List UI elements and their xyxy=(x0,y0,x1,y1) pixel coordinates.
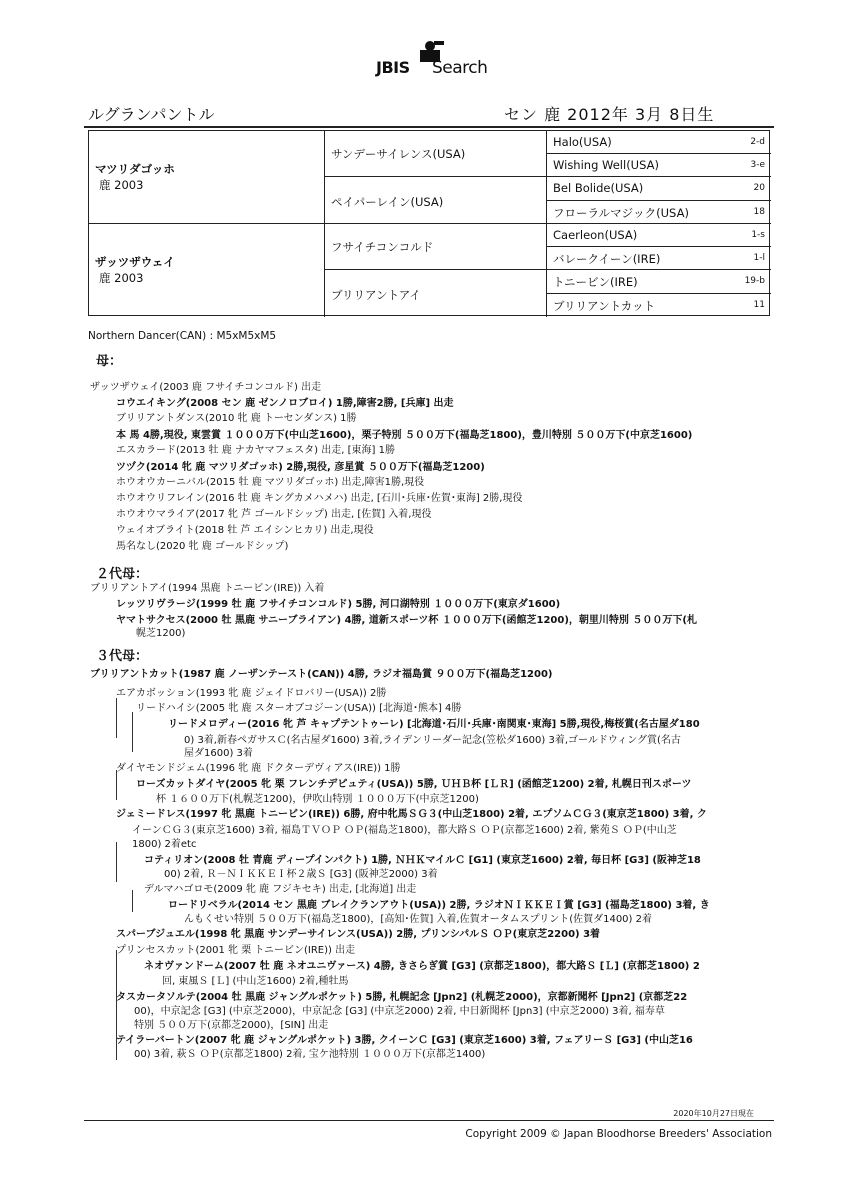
horse-info: セン 鹿 2012年 3月 8日生 xyxy=(504,105,715,124)
gen3-family-number: 18 xyxy=(753,207,765,217)
gen3-name: Wishing Well(USA) xyxy=(553,158,659,172)
record-line: ダイヤモンドジェム(1996 牝 鹿 ドクターデヴィアス(IRE)) 1勝 xyxy=(116,763,401,774)
record-line: プリンセスカット(2001 牝 栗 トニービン(IRE)) 出走 xyxy=(116,945,356,956)
record-line: 1800) 2着etc xyxy=(132,839,197,850)
gen2-name: フサイチコンコルド xyxy=(331,240,434,254)
record-line: 屋ダ1600) 3着 xyxy=(184,748,253,759)
pedigree-gen3-4 xyxy=(547,201,771,224)
record-line: 幌芝1200) xyxy=(136,628,186,639)
sire-name: マツリダゴッホ xyxy=(95,162,175,176)
record-line: ウェイオブライト(2018 牡 芦 エイシンヒカリ) 出走,現役 xyxy=(116,525,374,536)
record-line: ネオヴァンドーム(2007 牡 鹿 ネオユニヴァース) 4勝, きさらぎ賞 [G3] (京都芝1800)，都大路Ｓ [Ｌ] (京都芝1800) 2 xyxy=(144,961,700,972)
sire-detail: 鹿 2003 xyxy=(99,178,144,192)
record-line: ホウオウカーニバル(2015 牡 鹿 マツリダゴッホ) 出走,障害1勝,現役 xyxy=(116,477,425,488)
record-line: 特別 ５００万下(京都芝2000)，[SIN] 出走 xyxy=(134,1020,329,1031)
record-line: 杯 １６００万下(札幌芝1200)，伊吹山特別 １０００万下(中京芝1200) xyxy=(156,794,479,805)
gen3-name: トニービン(IRE) xyxy=(553,275,638,289)
record-line: タスカータソルテ(2004 牡 黒鹿 ジャングルポケット) 5勝, 札幌記念 [Jpn2] (札幌芝2000)，京都新聞杯 [Jpn2] (京都芝22 xyxy=(116,992,688,1003)
record-line: ブリリアントアイ(1994 黒鹿 トニービン(IRE)) 入着 xyxy=(90,583,325,594)
gen3-name: Caerleon(USA) xyxy=(553,228,638,242)
record-line: ザッツザウェイ(2003 鹿 フサイチコンコルド) 出走 xyxy=(90,382,322,393)
record-line: スパーブジュエル(1998 牝 黒鹿 サンデーサイレンス(USA)) 2勝, プリンシパルＳ ＯＰ(東京芝2200) 3着 xyxy=(116,929,601,940)
record-line: エアカボッション(1993 牝 鹿 ジェイドロバリー(USA)) 2勝 xyxy=(116,688,387,699)
indent-bar xyxy=(116,698,117,738)
record-line: コウエイキング(2008 セン 鹿 ゼンノロブロイ) 1勝,障害2勝, [兵庫] 出走 xyxy=(116,398,454,409)
record-line: レッツリヴラージ(1999 牡 鹿 フサイチコンコルド) 5勝, 河口湖特別 １０００万下(東京ダ1600) xyxy=(116,599,561,610)
pedigree-gen2-3 xyxy=(325,224,547,270)
dam-name: ザッツザウェイ xyxy=(95,255,175,269)
gen2-name: ペイパーレイン(USA) xyxy=(331,195,444,209)
section-second-dam: ２代母： xyxy=(96,567,149,582)
record-line: ヤマトサクセス(2000 牡 黒鹿 サニーブライアン) 4勝, 道新スポーツ杯 １０００万下(函館芝1200)，朝里川特別 ５００万下(札 xyxy=(116,615,697,626)
record-line: 回, 東風Ｓ [Ｌ] (中山芝1600) 2着,種牡馬 xyxy=(162,976,349,987)
record-line: ツヅク(2014 牝 鹿 マツリダゴッホ) 2勝,現役, 彦星賞 ５００万下(福島芝1200) xyxy=(116,462,485,473)
record-line: ジェミードレス(1997 牝 黒鹿 トニービン(IRE)) 6勝, 府中牝馬ＳＧ３(中山芝1800) 2着, エプソムＣＧ３(東京芝1800) 3着, ク xyxy=(116,809,707,820)
record-line: ブリリアントカット(1987 鹿 ノーザンテースト(CAN)) 4勝, ラジオ福島賞 ９００万下(福島芝1200) xyxy=(90,669,553,680)
pedigree-gen3-8 xyxy=(547,294,771,317)
footer-rule xyxy=(84,1120,774,1121)
pedigree-dam xyxy=(89,224,325,317)
section-third-dam: ３代母： xyxy=(96,649,149,664)
gen3-name: フローラルマジック(USA) xyxy=(553,206,689,220)
pedigree-sire xyxy=(89,131,325,224)
pedigree-gen3-6 xyxy=(547,247,771,270)
indent-bar xyxy=(116,842,117,882)
record-line: 00) 3着, 萩Ｓ ＯＰ(京都芝1800) 2着, 宝ケ池特別 １０００万下(京都芝1400) xyxy=(134,1049,486,1060)
horse-name: ルグランパントル xyxy=(88,105,215,124)
gen3-family-number: 20 xyxy=(753,183,765,193)
indent-bar xyxy=(132,890,133,912)
gen2-name: サンデーサイレンス(USA) xyxy=(331,147,466,161)
inbreeding-line: Northern Dancer(CAN) : M5xM5xM5 xyxy=(88,330,277,342)
gen2-name: ブリリアントアイ xyxy=(331,288,421,302)
pedigree-gen3-1 xyxy=(547,131,771,154)
record-line: イーンＣＧ３(東京芝1600) 3着, 福島ＴＶＯＰ ＯＰ(福島芝1800)，都大路Ｓ ＯＰ(京都芝1600) 2着, 紫苑Ｓ ＯＰ(中山芝 xyxy=(132,825,677,836)
record-line: 00) 2着, Ｒ－ＮＩＫＫＥＩ杯２歳Ｓ [G3] (阪神芝2000) 3着 xyxy=(164,869,438,880)
record-line: 本 馬 4勝,現役, 東雲賞 １０００万下(中山芝1600)，栗子特別 ５００万下(福島芝1800)，豊川特別 ５００万下(中京芝1600) xyxy=(116,430,693,441)
gen3-name: ブリリアントカット xyxy=(553,299,656,313)
horse-title-row xyxy=(84,98,774,128)
gen3-name: Halo(USA) xyxy=(553,135,612,149)
record-line: リードハイシ(2005 牝 鹿 スターオブコジーン(USA)) [北海道･熊本] 4勝 xyxy=(136,703,462,714)
gen3-family-number: 1-l xyxy=(753,253,765,263)
record-line: ブリリアントダンス(2010 牝 鹿 トーセンダンス) 1勝 xyxy=(116,413,357,424)
pedigree-gen2-4 xyxy=(325,270,547,317)
indent-bar xyxy=(132,712,133,752)
section-dam: 母： xyxy=(96,354,123,369)
record-line: ホウオウリフレイン(2016 牡 鹿 キングカメハメハ) 出走, [石川･兵庫･佐賀･東海] 2勝,現役 xyxy=(116,493,523,504)
record-line: ロードリベラル(2014 セン 黒鹿 ブレイクランアウト(USA)) 2勝, ラジオＮＩＫＫＥＩ賞 [G3] (福島芝1800) 3着, き xyxy=(168,900,710,911)
record-line: 00)，中京記念 [G3] (中京芝2000)，中京記念 [G3] (中京芝2000) 2着, 中日新聞杯 [Jpn3] (中京芝2000) 3着, 福寿草 xyxy=(134,1006,665,1017)
record-line: リードメロディー(2016 牝 芦 キャプテントゥーレ) [北海道･石川･兵庫･南関東･東海] 5勝,現役,梅桜賞(名古屋ダ180 xyxy=(168,719,700,730)
logo-jbis: JBIS xyxy=(376,58,410,77)
record-line: 馬名なし(2020 牝 鹿 ゴールドシップ) xyxy=(116,541,289,552)
pedigree-gen3-7 xyxy=(547,270,771,294)
gen3-family-number: 19-b xyxy=(744,276,765,286)
gen3-family-number: 3-e xyxy=(750,160,765,170)
gen3-name: バレークイーン(IRE) xyxy=(553,252,661,266)
gen3-family-number: 1-s xyxy=(751,230,765,240)
pedigree-gen3-5 xyxy=(547,224,771,247)
pedigree-table xyxy=(88,130,770,316)
gen3-family-number: 11 xyxy=(753,300,765,310)
dam-detail: 鹿 2003 xyxy=(99,271,144,285)
record-line: デルマハゴロモ(2009 牝 鹿 フジキセキ) 出走, [北海道] 出走 xyxy=(144,884,417,895)
pedigree-gen3-3 xyxy=(547,177,771,201)
record-line: んもくせい特別 ５００万下(福島芝1800)，[高知･佐賀] 入着,佐賀オータムスプリント(佐賀ダ1400) 2着 xyxy=(184,914,652,925)
as-of-date: 2020年10月27日現在 xyxy=(673,1109,754,1118)
jbis-search-logo xyxy=(360,38,500,80)
logo-search: Search xyxy=(432,58,488,78)
record-line: コティリオン(2008 牡 青鹿 ディープインパクト) 1勝, ＮＨＫマイルＣ [G1] (東京芝1600) 2着, 毎日杯 [G3] (阪神芝18 xyxy=(144,855,701,866)
copyright: Copyright 2009 © Japan Bloodhorse Breeders' Association xyxy=(465,1128,772,1140)
pedigree-gen2-2 xyxy=(325,177,547,224)
record-line: 0) 3着,新春ペガサスＣ(名古屋ダ1600) 3着,ライデンリーダー記念(笠松ダ1600) 3着,ゴールドウィング賞(名古 xyxy=(184,735,681,746)
pedigree-gen3-2 xyxy=(547,154,771,177)
record-line: ホウオウマライア(2017 牝 芦 ゴールドシップ) 出走, [佐賀] 入着,現役 xyxy=(116,509,432,520)
gen3-family-number: 2-d xyxy=(750,137,765,147)
record-line: ローズカットダイヤ(2005 牝 栗 フレンチデピュティ(USA)) 5勝, ＵＨＢ杯 [ＬＲ] (函館芝1200) 2着, 札幌日刊スポーツ xyxy=(136,779,692,790)
pedigree-gen2-1 xyxy=(325,131,547,177)
gen3-name: Bel Bolide(USA) xyxy=(553,181,644,195)
record-line: テイラーバートン(2007 牝 鹿 ジャングルポケット) 3勝, クイーンＣ [G3] (東京芝1600) 3着, フェアリーＳ [G3] (中山芝16 xyxy=(116,1035,693,1046)
record-line: エスカラード(2013 牡 鹿 ナカヤマフェスタ) 出走, [東海] 1勝 xyxy=(116,445,395,456)
